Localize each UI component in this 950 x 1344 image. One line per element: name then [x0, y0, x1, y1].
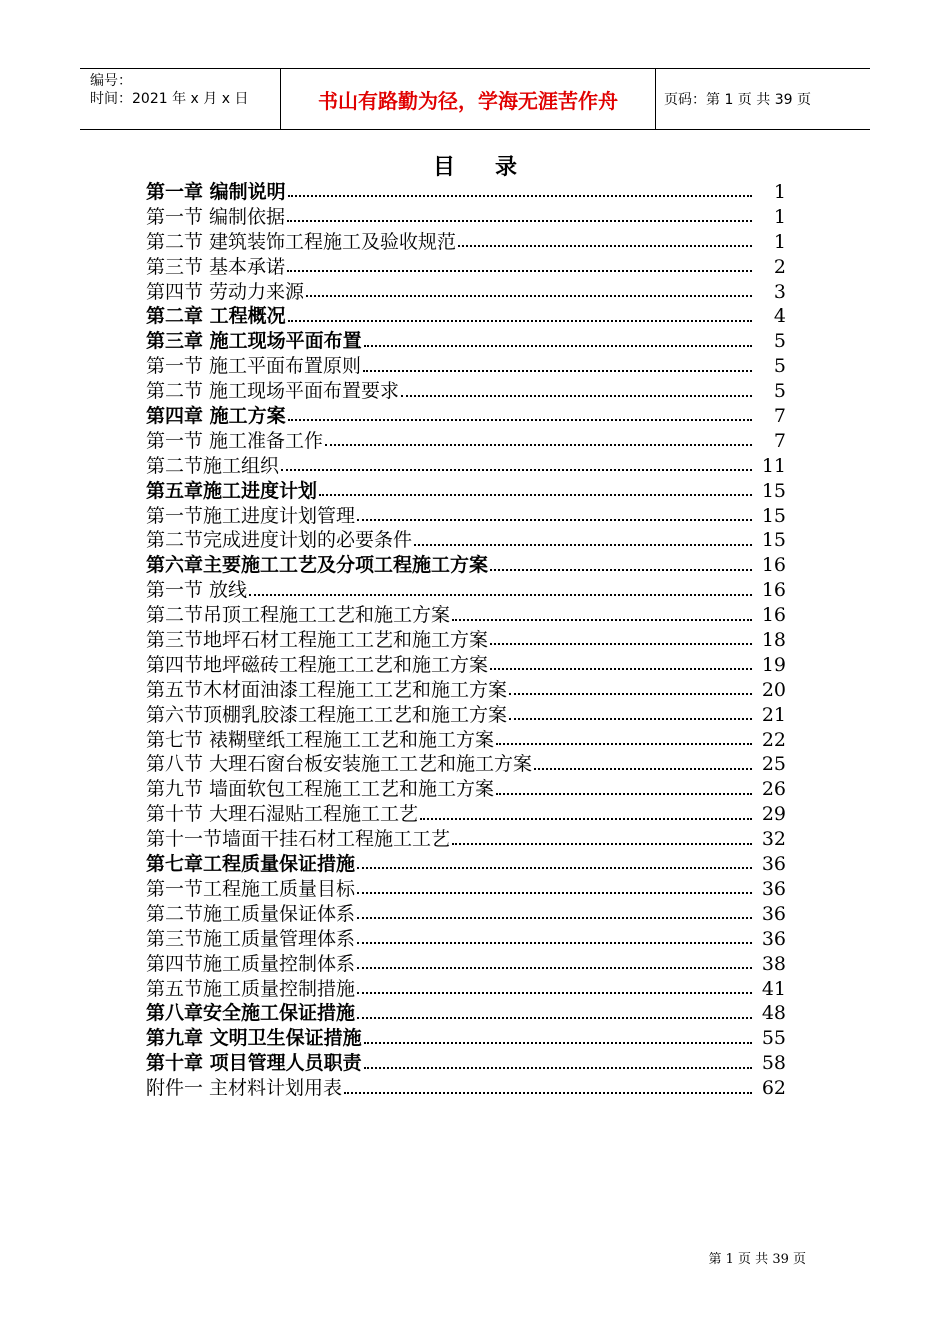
toc-entry[interactable] [146, 379, 786, 404]
toc-entry[interactable] [146, 479, 786, 504]
toc-entry[interactable] [146, 927, 786, 952]
table-of-contents [146, 180, 786, 1101]
toc-entry[interactable] [146, 728, 786, 753]
toc-entry-title: 第八章安全施工保证措施 [146, 1002, 356, 1025]
toc-entry-title: 第八节 大理石窗台板安装施工工艺和施工方案 [146, 753, 533, 776]
toc-leader-dots [288, 320, 752, 322]
toc-entry[interactable] [146, 255, 786, 280]
toc-entry-title: 第三章 施工现场平面布置 [146, 330, 362, 353]
toc-leader-dots [357, 1017, 752, 1019]
toc-entry-page: 15 [761, 529, 786, 552]
toc-leader-dots [281, 469, 752, 471]
toc-leader-dots [357, 992, 752, 994]
toc-entry-title: 第七章工程质量保证措施 [146, 853, 356, 876]
toc-entry[interactable] [146, 603, 786, 628]
toc-leader-dots [287, 220, 752, 222]
toc-entry-title: 第九章 文明卫生保证措施 [146, 1027, 362, 1050]
toc-entry-page: 5 [773, 380, 786, 403]
toc-leader-dots [420, 818, 752, 820]
toc-entry-title: 第四章 施工方案 [146, 405, 286, 428]
header-info [80, 69, 280, 129]
toc-leader-dots [490, 569, 752, 571]
toc-leader-dots [490, 668, 752, 670]
toc-entry-page: 4 [773, 305, 786, 328]
toc-entry-title: 第七节 裱糊壁纸工程施工工艺和施工方案 [146, 728, 495, 751]
toc-entry-title: 第五章施工进度计划 [146, 479, 318, 502]
toc-entry-page: 19 [761, 653, 786, 676]
toc-entry-page: 36 [761, 902, 786, 925]
toc-leader-dots [357, 867, 752, 869]
toc-entry-page: 32 [761, 828, 786, 851]
toc-leader-dots [287, 270, 752, 272]
toc-entry[interactable] [146, 454, 786, 479]
toc-entry-title: 第三节施工质量管理体系 [146, 927, 356, 950]
toc-entry-page: 18 [761, 629, 786, 652]
toc-leader-dots [357, 967, 752, 969]
toc-entry[interactable] [146, 354, 786, 379]
toc-entry-page: 36 [761, 877, 786, 900]
toc-entry[interactable] [146, 1076, 786, 1101]
toc-leader-dots [319, 494, 752, 496]
toc-entry-page: 22 [761, 728, 786, 751]
toc-entry[interactable] [146, 902, 786, 927]
toc-entry-page: 26 [761, 778, 786, 801]
toc-leader-dots [357, 917, 752, 919]
toc-entry[interactable] [146, 180, 786, 205]
toc-entry[interactable] [146, 703, 786, 728]
toc-entry-page: 7 [773, 429, 786, 452]
toc-entry[interactable] [146, 304, 786, 329]
toc-entry-title: 第十章 项目管理人员职责 [146, 1052, 362, 1075]
toc-leader-dots [496, 743, 752, 745]
toc-entry-page: 3 [773, 280, 786, 303]
toc-entry-title: 第六节顶棚乳胶漆工程施工工艺和施工方案 [146, 703, 508, 726]
toc-entry[interactable] [146, 429, 786, 454]
toc-leader-dots [249, 594, 752, 596]
toc-entry-page: 15 [761, 479, 786, 502]
header-motto: 书山有路勤为径，学海无涯苦作舟 [280, 69, 656, 129]
toc-leader-dots [357, 942, 752, 944]
toc-leader-dots [490, 643, 752, 645]
toc-entry[interactable] [146, 280, 786, 305]
toc-entry-title: 第二节 施工现场平面布置要求 [146, 380, 400, 403]
toc-entry[interactable] [146, 504, 786, 529]
toc-entry-page: 62 [761, 1077, 786, 1100]
toc-entry-title: 第四节施工质量控制体系 [146, 952, 356, 975]
toc-entry-page: 38 [761, 952, 786, 975]
toc-entry-title: 第十节 大理石湿贴工程施工工艺 [146, 803, 419, 826]
document-date: 时间：2021 年 x 月 x 日 [90, 91, 249, 107]
toc-entry-page: 1 [773, 230, 786, 253]
toc-leader-dots [357, 892, 752, 894]
toc-entry[interactable] [146, 877, 786, 902]
toc-entry[interactable] [146, 852, 786, 877]
toc-entry-page: 1 [773, 205, 786, 228]
toc-entry[interactable] [146, 752, 786, 777]
toc-entry-title: 第十一节墙面干挂石材工程施工工艺 [146, 828, 451, 851]
toc-entry-title: 第二节完成进度计划的必要条件 [146, 529, 413, 552]
header-page-info: 页码：第 1 页 共 39 页 [664, 92, 811, 108]
toc-entry-title: 第四节 劳动力来源 [146, 280, 305, 303]
toc-entry-page: 16 [761, 579, 786, 602]
toc-leader-dots [364, 1067, 752, 1069]
toc-entry-title: 第一节 施工准备工作 [146, 429, 324, 452]
toc-entry-page: 29 [761, 803, 786, 826]
toc-entry-title: 第三节地坪石材工程施工工艺和施工方案 [146, 629, 489, 652]
toc-leader-dots [288, 195, 752, 197]
toc-leader-dots [357, 519, 752, 521]
toc-entry-page: 36 [761, 853, 786, 876]
toc-leader-dots [363, 370, 752, 372]
toc-entry-title: 第三节 基本承诺 [146, 255, 286, 278]
document-number-label: 编号： [90, 73, 132, 89]
toc-entry-page: 58 [761, 1052, 786, 1075]
toc-entry[interactable] [146, 678, 786, 703]
toc-entry[interactable] [146, 653, 786, 678]
toc-entry-title: 第二章 工程概况 [146, 305, 286, 328]
toc-entry-page: 21 [761, 703, 786, 726]
toc-entry-title: 第四节地坪磁砖工程施工工艺和施工方案 [146, 653, 489, 676]
toc-entry[interactable] [146, 827, 786, 852]
toc-leader-dots [364, 1042, 752, 1044]
toc-leader-dots [344, 1092, 752, 1094]
toc-leader-dots [414, 544, 752, 546]
toc-entry-title: 第二节施工质量保证体系 [146, 902, 356, 925]
toc-entry-page: 5 [773, 330, 786, 353]
toc-entry-page: 7 [773, 405, 786, 428]
toc-entry-title: 第一节 编制依据 [146, 205, 286, 228]
toc-entry-page: 16 [761, 554, 786, 577]
toc-entry-page: 2 [773, 255, 786, 278]
toc-entry[interactable] [146, 578, 786, 603]
toc-entry[interactable] [146, 404, 786, 429]
toc-entry-page: 20 [761, 678, 786, 701]
toc-leader-dots [534, 768, 752, 770]
toc-entry-title: 第五节施工质量控制措施 [146, 977, 356, 1000]
toc-entry-title: 第一节工程施工质量目标 [146, 877, 356, 900]
toc-entry-title: 第六章主要施工工艺及分项工程施工方案 [146, 554, 489, 577]
toc-leader-dots [364, 345, 752, 347]
page-footer: 第 1 页 共 39 页 [708, 1252, 806, 1267]
toc-leader-dots [496, 793, 752, 795]
toc-entry-title: 第九节 墙面软包工程施工工艺和施工方案 [146, 778, 495, 801]
toc-entry[interactable] [146, 802, 786, 827]
toc-entry-page: 55 [761, 1027, 786, 1050]
toc-entry[interactable] [146, 628, 786, 653]
toc-entry-title: 第二节 建筑装饰工程施工及验收规范 [146, 230, 457, 253]
toc-entry[interactable] [146, 952, 786, 977]
toc-leader-dots [452, 843, 752, 845]
toc-entry-page: 15 [761, 504, 786, 527]
toc-entry-page: 25 [761, 753, 786, 776]
page-header [80, 68, 870, 130]
toc-entry-title: 第一章 编制说明 [146, 181, 286, 203]
toc-entry-page: 11 [761, 454, 786, 477]
toc-leader-dots [288, 419, 752, 421]
toc-entry[interactable] [146, 977, 786, 1002]
toc-entry-page: 41 [761, 977, 786, 1000]
toc-leader-dots [401, 395, 752, 397]
toc-entry[interactable] [146, 230, 786, 255]
toc-entry-title: 第二节施工组织 [146, 454, 280, 477]
toc-leader-dots [306, 295, 752, 297]
toc-entry-page: 36 [761, 927, 786, 950]
toc-entry[interactable] [146, 329, 786, 354]
toc-entry[interactable] [146, 1001, 786, 1026]
toc-entry[interactable] [146, 553, 786, 578]
toc-entry-page: 16 [761, 604, 786, 627]
toc-entry-title: 第一节 施工平面布置原则 [146, 355, 362, 378]
toc-entry[interactable] [146, 1026, 786, 1051]
toc-entry[interactable] [146, 528, 786, 553]
toc-leader-dots [325, 444, 752, 446]
toc-leader-dots [509, 693, 752, 695]
toc-entry-title: 第二节吊顶工程施工工艺和施工方案 [146, 604, 451, 627]
toc-leader-dots [458, 245, 752, 247]
toc-entry-title: 附件一 主材料计划用表 [146, 1077, 343, 1100]
toc-entry-page: 48 [761, 1002, 786, 1025]
toc-entry-page: 1 [773, 181, 786, 203]
toc-leader-dots [509, 718, 752, 720]
toc-title: 目录 [432, 155, 557, 180]
toc-entry-title: 第一节施工进度计划管理 [146, 504, 356, 527]
toc-entry[interactable] [146, 1051, 786, 1076]
toc-entry-title: 第一节 放线 [146, 579, 248, 602]
toc-leader-dots [452, 619, 752, 621]
toc-entry[interactable] [146, 777, 786, 802]
toc-entry[interactable] [146, 205, 786, 230]
toc-entry-title: 第五节木材面油漆工程施工工艺和施工方案 [146, 678, 508, 701]
toc-entry-page: 5 [773, 355, 786, 378]
